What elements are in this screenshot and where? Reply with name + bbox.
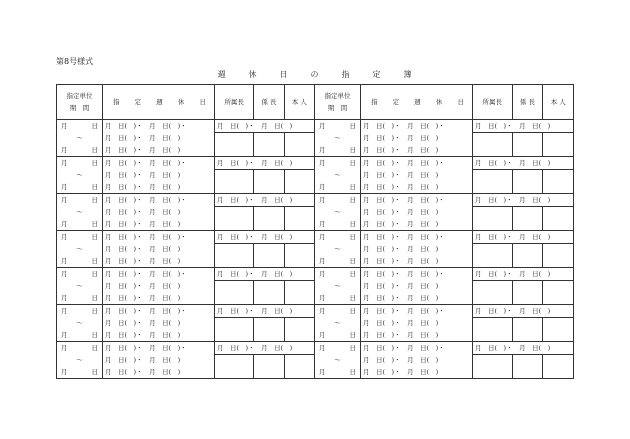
- form-number: 第8号様式: [56, 57, 94, 66]
- ledger-table: [56, 84, 574, 379]
- signature-cell: 月 日( )・ 月 日( ): [473, 231, 574, 268]
- ledger-row: [57, 194, 574, 231]
- period-cell: 月 日 〜 月 日: [57, 342, 103, 379]
- signature-cell: 月 日( )・ 月 日( ): [215, 120, 315, 157]
- ledger-row: [57, 268, 574, 305]
- ledger-row: [57, 305, 574, 342]
- ledger-row: [57, 120, 574, 157]
- signature-cell: 月 日( )・ 月 日( ): [473, 194, 574, 231]
- title-char: の: [310, 70, 320, 79]
- days-cell: 月 日( )・ 月 日( )・ 月 日( )・ 月 日( ) 月 日( )・ 月 日( ): [361, 120, 473, 157]
- period-cell: 月 日 〜 月 日: [57, 231, 103, 268]
- signature-cell: 月 日( )・ 月 日( ): [473, 268, 574, 305]
- days-cell: 月 日( )・ 月 日( )・ 月 日( )・ 月 日( ) 月 日( )・ 月 日( ): [103, 305, 215, 342]
- days-cell: 月 日( )・ 月 日( )・ 月 日( )・ 月 日( ) 月 日( )・ 月 日( ): [361, 194, 473, 231]
- header-period-right: 指定単位 期 間: [315, 85, 361, 120]
- days-cell: 月 日( )・ 月 日( )・ 月 日( )・ 月 日( ) 月 日( )・ 月 日( ): [361, 342, 473, 379]
- header-row: [57, 85, 574, 120]
- signature-cell: 月 日( )・ 月 日( ): [215, 231, 315, 268]
- period-cell: 月 日 〜 月 日: [315, 157, 361, 194]
- header-signatures-right: 所属長 係 長 本 人: [473, 85, 574, 120]
- period-cell: 月 日 〜 月 日: [315, 268, 361, 305]
- title-char: 日: [279, 70, 289, 79]
- period-cell: 月 日 〜 月 日: [57, 120, 103, 157]
- signature-cell: 月 日( )・ 月 日( ): [473, 157, 574, 194]
- period-cell: 月 日 〜 月 日: [57, 305, 103, 342]
- days-cell: 月 日( )・ 月 日( )・ 月 日( )・ 月 日( ) 月 日( )・ 月 日( ): [103, 342, 215, 379]
- ledger-row: [57, 231, 574, 268]
- days-cell: 月 日( )・ 月 日( )・ 月 日( )・ 月 日( ) 月 日( )・ 月 日( ): [361, 231, 473, 268]
- days-cell: 月 日( )・ 月 日( )・ 月 日( )・ 月 日( ) 月 日( )・ 月 日( ): [103, 231, 215, 268]
- ledger-row: [57, 157, 574, 194]
- days-cell: 月 日( )・ 月 日( )・ 月 日( )・ 月 日( ) 月 日( )・ 月 日( ): [361, 157, 473, 194]
- signature-cell: 月 日( )・ 月 日( ): [215, 305, 315, 342]
- days-cell: 月 日( )・ 月 日( )・ 月 日( )・ 月 日( ) 月 日( )・ 月 日( ): [103, 120, 215, 157]
- title-char: 簿: [403, 70, 413, 79]
- document-title: [0, 69, 630, 80]
- header-days-right: 指 定 週 休 日: [361, 85, 473, 120]
- signature-cell: 月 日( )・ 月 日( ): [215, 194, 315, 231]
- period-cell: 月 日 〜 月 日: [57, 268, 103, 305]
- header-days-left: 指 定 週 休 日: [103, 85, 215, 120]
- period-cell: 月 日 〜 月 日: [315, 231, 361, 268]
- period-cell: 月 日 〜 月 日: [57, 194, 103, 231]
- days-cell: 月 日( )・ 月 日( )・ 月 日( )・ 月 日( ) 月 日( )・ 月 日( ): [103, 268, 215, 305]
- signature-cell: 月 日( )・ 月 日( ): [215, 268, 315, 305]
- signature-cell: 月 日( )・ 月 日( ): [473, 120, 574, 157]
- title-char: 指: [341, 70, 351, 79]
- period-cell: 月 日 〜 月 日: [315, 305, 361, 342]
- signature-cell: 月 日( )・ 月 日( ): [215, 342, 315, 379]
- signature-cell: 月 日( )・ 月 日( ): [473, 342, 574, 379]
- ledger-row: [57, 342, 574, 379]
- days-cell: 月 日( )・ 月 日( )・ 月 日( )・ 月 日( ) 月 日( )・ 月 日( ): [361, 305, 473, 342]
- signature-cell: 月 日( )・ 月 日( ): [215, 157, 315, 194]
- signature-cell: 月 日( )・ 月 日( ): [473, 305, 574, 342]
- period-cell: 月 日 〜 月 日: [315, 120, 361, 157]
- days-cell: 月 日( )・ 月 日( )・ 月 日( )・ 月 日( ) 月 日( )・ 月 日( ): [103, 157, 215, 194]
- period-cell: 月 日 〜 月 日: [315, 194, 361, 231]
- header-signatures-left: 所属長 係 長 本 人: [215, 85, 315, 120]
- period-cell: 月 日 〜 月 日: [57, 157, 103, 194]
- period-cell: 月 日 〜 月 日: [315, 342, 361, 379]
- title-char: 週: [217, 70, 227, 79]
- header-period-left: 指定単位 期 間: [57, 85, 103, 120]
- title-char: 定: [372, 70, 382, 79]
- days-cell: 月 日( )・ 月 日( )・ 月 日( )・ 月 日( ) 月 日( )・ 月 日( ): [361, 268, 473, 305]
- title-char: 休: [248, 70, 258, 79]
- days-cell: 月 日( )・ 月 日( )・ 月 日( )・ 月 日( ) 月 日( )・ 月 日( ): [103, 194, 215, 231]
